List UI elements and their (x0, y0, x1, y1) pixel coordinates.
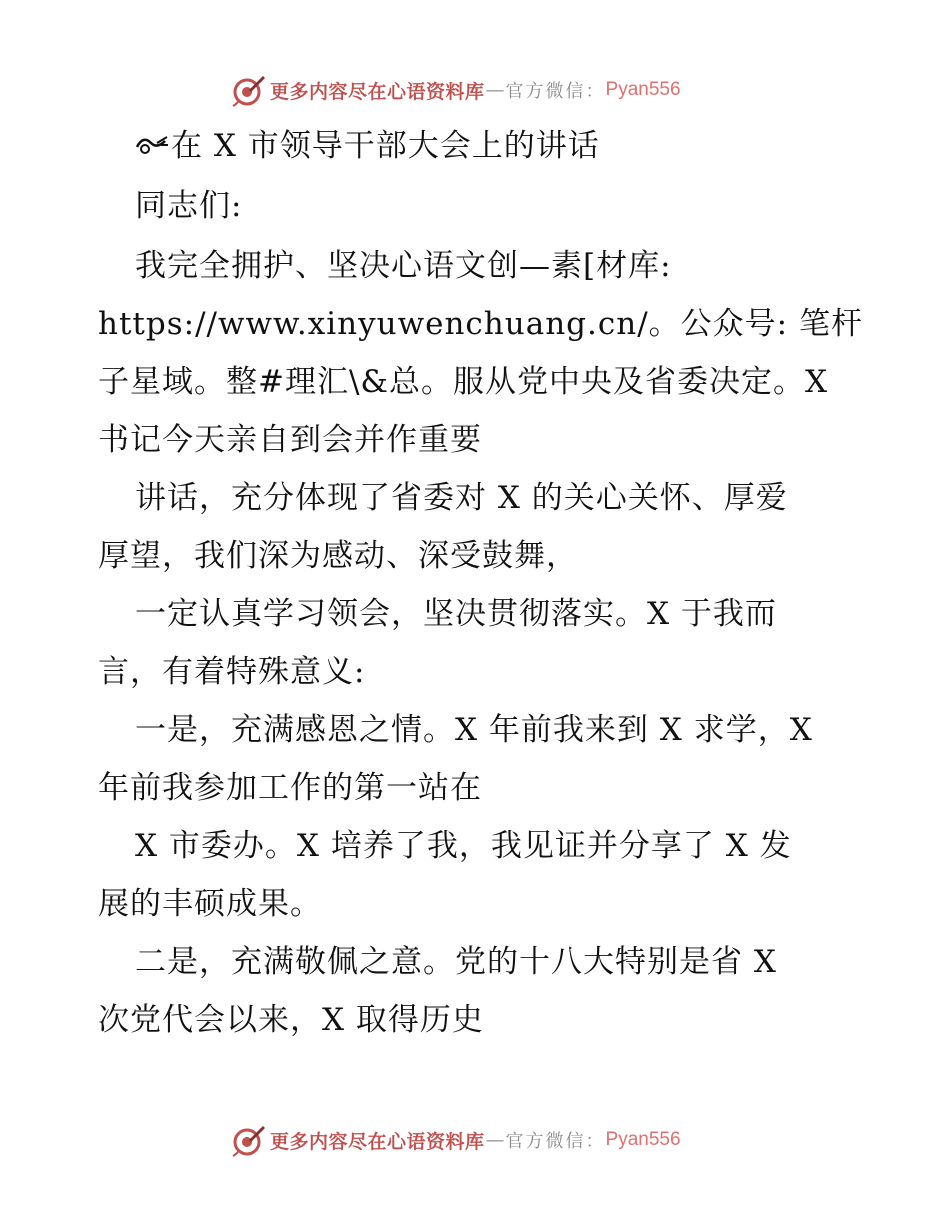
body-line: 同志们: (135, 188, 243, 224)
document-title: 在 X 市领导干部大会上的讲话 (171, 128, 600, 164)
body-line: https://www.xinyuwenchuang.cn/。公众号: 笔杆 (98, 306, 863, 342)
body-line: 一定认真学习领会，坚决贯彻落实。X 于我而 (135, 596, 777, 632)
header-banner (232, 72, 722, 108)
body-line: 年前我参加工作的第一站在 (98, 770, 482, 806)
body-line: X 市委办。X 培养了我，我见证并分享了 X 发 (135, 828, 792, 864)
flourish-icon (135, 131, 169, 159)
footer-wechat-id: Pyan556 (605, 1129, 681, 1150)
header-dash: — (485, 79, 505, 101)
body-line: 二是，充满敬佩之意。党的十八大特别是省 X (135, 944, 777, 980)
header-promo-text: 更多内容尽在心语资料库 (270, 80, 485, 103)
brush-logo-icon (232, 1123, 266, 1157)
body-line: 我完全拥护、坚决心语文创—素[材库: (135, 248, 672, 284)
body-line: 展的丰硕成果。 (98, 886, 322, 922)
document-title-line (135, 126, 600, 166)
header-wechat-label: 官方微信： (505, 81, 606, 102)
footer-banner (232, 1122, 722, 1158)
body-line: 书记今天亲自到会并作重要 (98, 422, 482, 458)
footer-dash: — (485, 1129, 505, 1151)
body-line: 一是，充满感恩之情。X 年前我来到 X 求学，X (135, 712, 813, 748)
body-line: 厚望，我们深为感动、深受鼓舞， (98, 538, 578, 574)
body-line: 言，有着特殊意义: (98, 654, 366, 690)
body-line: 子星域。整#理汇\&总。服从党中央及省委决定。X (98, 364, 829, 400)
brush-logo-icon (232, 73, 266, 107)
footer-wechat-label: 官方微信： (505, 1131, 606, 1152)
body-line: 次党代会以来，X 取得历史 (98, 1002, 484, 1038)
header-wechat-id: Pyan556 (605, 79, 681, 100)
body-line: 讲话，充分体现了省委对 X 的关心关怀、厚爱 (135, 480, 788, 516)
footer-promo-text: 更多内容尽在心语资料库 (270, 1130, 485, 1153)
